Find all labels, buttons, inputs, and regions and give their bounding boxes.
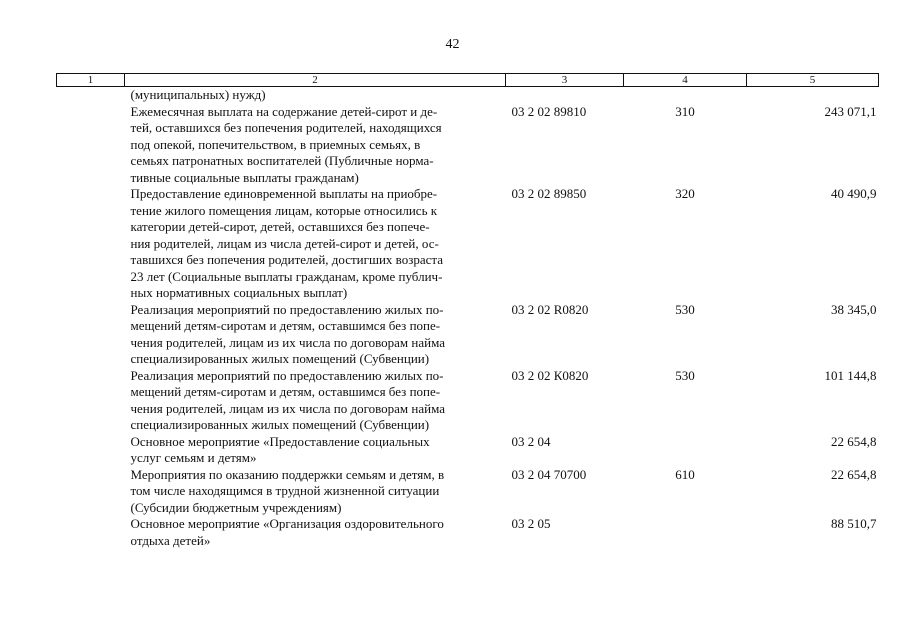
table-row — [57, 467, 879, 517]
row-amount-cell — [747, 302, 879, 368]
row-name-cell — [125, 87, 506, 104]
row-amount-text: 101 144,8 — [824, 367, 877, 383]
row-expense-type-text: 530 — [675, 367, 695, 383]
row-empty-cell — [57, 434, 125, 467]
row-code-cell — [506, 467, 624, 517]
row-code-cell — [506, 186, 624, 302]
row-amount-text: 40 490,9 — [831, 186, 877, 201]
row-name-text: Мероприятия по оказанию поддержки семьям и детям, в том числе находящимся в трудной жизненной ситуации (Субсидии бюджетным учреждениям) — [130, 466, 445, 515]
row-empty-cell — [57, 516, 125, 549]
row-name-cell — [125, 104, 506, 187]
row-name-cell — [125, 368, 506, 434]
row-empty-cell — [57, 186, 125, 302]
table-row — [57, 434, 879, 467]
row-expense-type-text: 310 — [675, 103, 695, 119]
row-code-cell — [506, 368, 624, 434]
row-amount-text: 22 654,8 — [831, 433, 877, 449]
budget-table — [56, 73, 879, 549]
row-code-text: 03 2 04 70700 — [511, 466, 587, 482]
row-expense-type-text: 610 — [675, 466, 695, 482]
row-name-text: Ежемесячная выплата на содержание детей-сирот и де- тей, оставшихся без попечения родителей, находящихся под опекой, попечительством, в приемных семьях, в семьях патронатных воспитателей (Публичные норма- тивные социальные выплаты гражданам) — [130, 103, 442, 185]
row-code-text: 03 2 02 89810 — [511, 103, 587, 119]
row-name-cell — [125, 516, 506, 549]
row-empty-cell — [57, 302, 125, 368]
row-amount-cell — [747, 104, 879, 187]
table-row — [57, 87, 879, 104]
row-expense-type-cell — [624, 368, 747, 434]
row-expense-type-cell — [624, 467, 747, 517]
row-expense-type-cell — [624, 434, 747, 467]
column-header-4: 4 — [624, 74, 747, 87]
row-code-text: 03 2 02 К0820 — [511, 367, 589, 383]
row-name-text: Реализация мероприятий по предоставлению жилых по- мещений детям-сиротам и детям, оставшимся без попе- чения родителей, лицам из их числа по договорам найма специализированных жилых помещений (Субвенции) — [130, 367, 446, 432]
row-amount-cell — [747, 516, 879, 549]
row-expense-type-text: 320 — [675, 186, 695, 201]
row-amount-text: 22 654,8 — [831, 466, 877, 482]
row-amount-cell — [747, 434, 879, 467]
row-expense-type-cell — [624, 302, 747, 368]
row-empty-cell — [57, 87, 125, 104]
row-name-text: Реализация мероприятий по предоставлению жилых по- мещений детям-сиротам и детям, оставшимся без попе- чения родителей, лицам из их числа по договорам найма специализированных жилых помещений (Субвенции) — [130, 301, 446, 366]
row-expense-type-cell — [624, 516, 747, 549]
row-name-cell — [125, 186, 506, 302]
row-code-text: 03 2 04 — [511, 433, 551, 449]
table-body — [57, 87, 879, 550]
row-name-text: Основное мероприятие «Предоставление социальных услуг семьям и детям» — [130, 433, 430, 465]
row-code-cell — [506, 104, 624, 187]
row-name-text: Основное мероприятие «Организация оздоровительного отдыха детей» — [130, 516, 444, 548]
row-amount-cell — [747, 368, 879, 434]
row-empty-cell — [57, 104, 125, 187]
row-empty-cell — [57, 467, 125, 517]
row-amount-cell — [747, 467, 879, 517]
table-header-row — [57, 74, 879, 87]
row-name-cell — [125, 434, 506, 467]
row-expense-type-cell — [624, 186, 747, 302]
table-row — [57, 104, 879, 187]
row-amount-cell — [747, 186, 879, 302]
row-code-cell — [506, 302, 624, 368]
row-amount-text: 38 345,0 — [831, 301, 877, 317]
table-row — [57, 302, 879, 368]
row-amount-text: 88 510,7 — [831, 516, 877, 531]
row-name-text: (муниципальных) нужд) — [130, 87, 266, 102]
table-row — [57, 516, 879, 549]
row-amount-cell — [747, 87, 879, 104]
column-header-1: 1 — [57, 74, 125, 87]
row-code-cell — [506, 516, 624, 549]
table-row — [57, 368, 879, 434]
row-code-text: 03 2 05 — [511, 516, 551, 531]
row-expense-type-cell — [624, 87, 747, 104]
row-code-cell — [506, 434, 624, 467]
column-header-2: 2 — [125, 74, 506, 87]
page-number: 42 — [445, 37, 460, 52]
row-name-cell — [125, 467, 506, 517]
row-name-text: Предоставление единовременной выплаты на приобре- тение жилого помещения лицам, которые относились к категории детей-сирот, детей, оставшихся без попече- ния родителей, лицам из числа детей-сирот и детей, ос- тавшихся без попечения родителей, достигших возраста 23 лет (Социальные выплаты гражданам, кроме публич- ных нормативных социальных выплат) — [130, 186, 444, 300]
row-code-cell — [506, 87, 624, 104]
row-name-cell — [125, 302, 506, 368]
row-expense-type-cell — [624, 104, 747, 187]
column-header-3: 3 — [506, 74, 624, 87]
row-expense-type-text: 530 — [675, 301, 695, 317]
row-code-text: 03 2 02 R0820 — [511, 301, 589, 317]
table-row — [57, 186, 879, 302]
row-empty-cell — [57, 368, 125, 434]
row-code-text: 03 2 02 89850 — [511, 186, 587, 201]
column-header-5: 5 — [747, 74, 879, 87]
row-amount-text: 243 071,1 — [824, 103, 877, 119]
